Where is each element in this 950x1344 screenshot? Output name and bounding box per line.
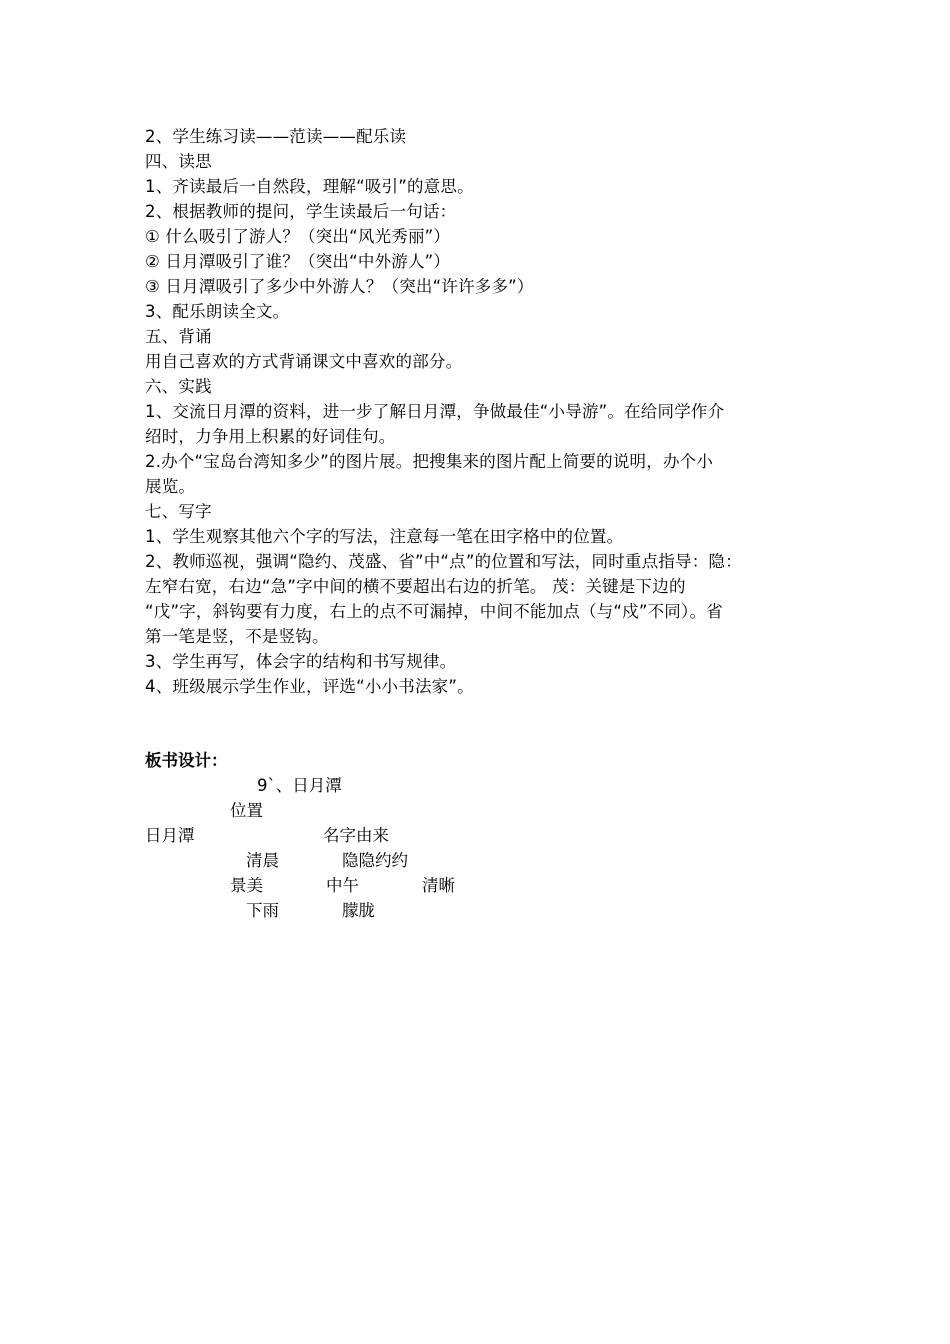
board-hazy: 朦胧 (342, 901, 375, 920)
section-heading: 七、写字 (145, 502, 212, 521)
text-line: 2、根据教师的提问，学生读最后一句话： (145, 202, 457, 221)
text-line: 3、学生再写，体会字的结构和书写规律。 (145, 652, 457, 671)
text-line: 1、交流日月潭的资料，进一步了解日月潭，争做最佳“小导游”。在给同学作介 (145, 402, 725, 421)
text-line: 2、教师巡视，强调“隐约、茂盛、省”中“点”的位置和写法，同时重点指导：隐： (145, 552, 742, 571)
board-clear: 清晰 (422, 876, 455, 895)
text-line: ① 什么吸引了游人？（突出“风光秀丽”） (145, 227, 451, 246)
text-line: 2.办个“宝岛台湾知多少”的图片展。把搜集来的图片配上简要的说明，办个小 (145, 452, 714, 471)
board-position: 位置 (230, 801, 263, 820)
text-line: ② 日月潭吸引了谁？（突出“中外游人”） (145, 252, 451, 271)
board-rain: 下雨 (246, 901, 279, 920)
text-line: 4、班级展示学生作业，评选“小小书法家”。 (145, 677, 474, 696)
text-line: 第一笔是竖，不是竖钩。 (145, 627, 329, 646)
text-line: 绍时，力争用上积累的好词佳句。 (145, 427, 396, 446)
section-heading: 六、实践 (145, 377, 212, 396)
section-heading: 四、读思 (145, 152, 212, 171)
lesson-text (145, 124, 815, 699)
text-line: 左窄右宽，右边“急”字中间的横不要超出右边的折笔。 茂：关键是下边的 (145, 577, 686, 596)
board-name-origin: 名字由来 (323, 826, 389, 845)
board-title: 9`、日月潭 (257, 776, 342, 795)
board-noon: 中午 (326, 876, 359, 895)
board-design-heading: 板书设计： (145, 751, 228, 770)
text-line: ③ 日月潭吸引了多少中外游人？（突出“许许多多”） (145, 277, 534, 296)
text-line: 用自己喜欢的方式背诵课文中喜欢的部分。 (145, 352, 463, 371)
text-line: 2、学生练习读——范读——配乐读 (145, 127, 407, 146)
board-lake: 日月潭 (145, 826, 195, 845)
board-faint: 隐隐约约 (342, 851, 408, 870)
section-heading: 五、背诵 (145, 327, 212, 346)
board-morning: 清晨 (246, 851, 279, 870)
text-line: 1、齐读最后一自然段，理解“吸引”的意思。 (145, 177, 474, 196)
text-line: 3、配乐朗读全文。 (145, 302, 290, 321)
text-line: “戊”字，斜钩要有力度，右上的点不可漏掉，中间不能加点（与“戍”不同）。省 (145, 602, 723, 621)
board-scenery: 景美 (230, 876, 263, 895)
text-line: 展览。 (145, 477, 196, 496)
text-line: 1、学生观察其他六个字的写法，注意每一笔在田字格中的位置。 (145, 527, 624, 546)
